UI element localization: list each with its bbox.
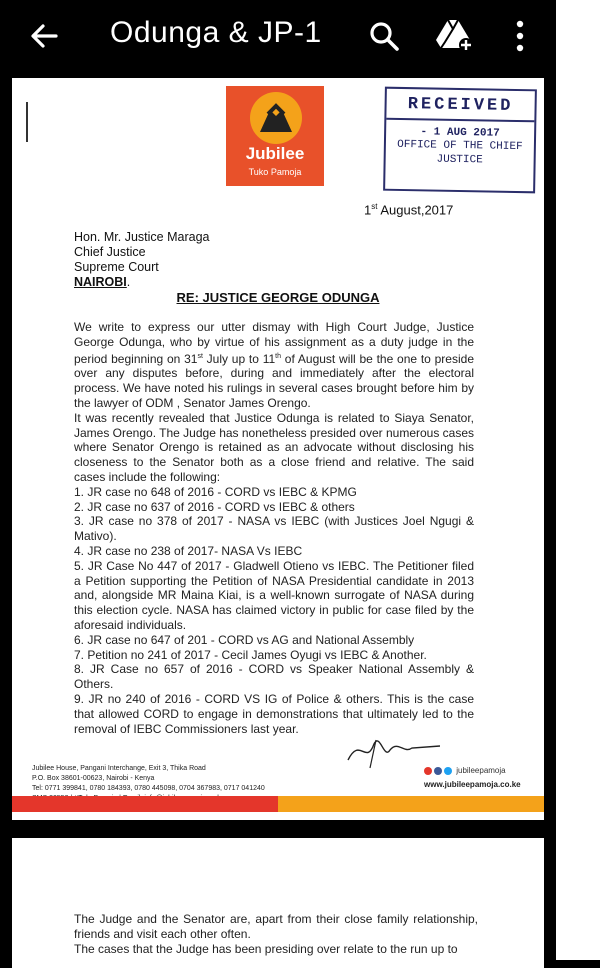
letter-date <box>364 202 453 217</box>
drive-add-icon[interactable] <box>436 18 474 52</box>
document-page-2[interactable] <box>12 838 544 968</box>
case-item: 1. JR case no 648 of 2016 - CORD vs IEBC & KPMG <box>74 484 357 499</box>
para1-b: July up to 11 <box>202 351 276 366</box>
facebook-icon <box>434 767 442 775</box>
case-item: 2. JR case no 637 of 2016 - CORD vs IEBC & others <box>74 499 355 514</box>
footer-pobox: P.O. Box 38601-00623, Nairobi - Kenya <box>32 775 155 782</box>
signature-icon <box>340 730 450 770</box>
document-page-1[interactable] <box>12 78 544 820</box>
jubilee-logo <box>226 86 324 186</box>
paragraph: It was recently revealed that Justice Odunga is related to Siaya Senator, James Orengo. The Judge has nonetheless presided over numerous cases where Senator Orengo is retained as an advocate without disclosing his closeness to the Senator both as a close friend and relative. The said cases include the following: <box>74 410 475 484</box>
address-line: Supreme Court <box>74 260 159 274</box>
para1-sup2: th <box>275 352 281 360</box>
letter-body <box>74 320 474 736</box>
search-icon[interactable] <box>368 20 400 52</box>
address-city: NAIROBI <box>74 275 127 289</box>
logo-name: Jubilee <box>245 144 305 163</box>
footer-phone: Tel: 0771 399841, 0780 184393, 0780 445098, 0704 367983, 0717 041240 <box>32 785 265 792</box>
date-rest: August,2017 <box>377 202 454 218</box>
recipient-address <box>74 230 209 290</box>
para1-a: We write to express our utter dismay with High Court Judge, Justice George Odunga, who by virtue of his assignment as a duty judge in the period beginning on 31 <box>74 320 474 366</box>
page2-body <box>74 912 478 957</box>
footer-website: www.jubileepamoja.co.ke <box>424 780 521 789</box>
received-stamp <box>383 87 537 194</box>
social-text: jubileepamoja <box>456 766 506 775</box>
letter-subject: RE: JUSTICE GEORGE ODUNGA <box>176 290 380 305</box>
address-city-line <box>74 275 209 290</box>
case-item: 5. JR Case No 447 of 2017 - Gladwell Otieno vs IEBC. The Petitioner filed a Petition supporting the Petition of NASA Presidential candidate in 2013 and, alongside MR Maina Kiai, is a well-known surrogate of NASA during this election cycle. NASA has claimed victory in public for case filed by the aforesaid individuals. <box>74 558 474 632</box>
case-item: 9. JR no 240 of 2016 - CORD VS IG of Police & others. This is the case that allowed CORD to engage in demonstrations that ultimately led to the removal of IEBC Commissioners last year. <box>74 691 474 736</box>
more-vert-icon[interactable] <box>510 18 530 54</box>
paragraph: The Judge and the Senator are, apart from their close family relationship, friends and visit each other often. <box>74 912 478 941</box>
case-item: 4. JR case no 238 of 2017- NASA Vs IEBC <box>74 543 303 558</box>
footer-address: Jubilee House, Pangani Interchange, Exit 3, Thika Road <box>32 765 206 772</box>
date-day: 1 <box>364 202 372 218</box>
para1-sup1: st <box>197 352 203 360</box>
footer-bar-red <box>12 796 278 812</box>
app-bar <box>0 0 556 68</box>
logo-tagline: Tuko Pamoja <box>248 167 302 177</box>
handshake-icon <box>250 92 302 144</box>
address-line: Hon. Mr. Justice Maraga <box>74 230 210 244</box>
screen-edge <box>556 0 600 960</box>
paragraph <box>74 320 474 411</box>
para1-c: of August will be the one to preside over any disputes before, during and immediately after the electoral process. We have noted his rulings in several cases brought before him by the lawyer of ODM , Senator James Orengo. <box>74 351 474 410</box>
date-suffix: st <box>371 202 378 211</box>
address-line: Chief Justice <box>74 245 146 259</box>
stamp-justice: JUSTICE <box>436 153 483 167</box>
case-item: 7. Petition no 241 of 2017 - Cecil James Oyugi vs IEBC & Another. <box>74 647 427 662</box>
case-item: 3. JR case no 378 of 2017 - NASA vs IEBC (with Justices Joel Ngugi & Mativo). <box>74 514 474 544</box>
twitter-icon <box>444 767 452 775</box>
stamp-office: OFFICE OF THE CHIEF <box>397 138 523 154</box>
stamp-date: - 1 AUG 2017 <box>420 126 500 140</box>
paragraph: The cases that the Judge has been presiding over relate to the run up to <box>74 942 458 956</box>
instagram-icon <box>424 767 432 775</box>
footer-bar-orange <box>278 796 544 812</box>
stamp-title: RECEIVED <box>386 95 534 123</box>
margin-mark <box>26 102 28 142</box>
case-item: 6. JR case no 647 of 201 - CORD vs AG and National Assembly <box>74 632 415 647</box>
address-city-end: . <box>126 275 131 289</box>
document-title: Odunga & JP-1 <box>110 16 322 49</box>
case-item: 8. JR Case no 657 of 2016 - CORD vs Speaker National Assembly & Others. <box>74 662 474 692</box>
social-handle <box>424 766 506 775</box>
back-arrow-icon[interactable] <box>28 20 60 52</box>
